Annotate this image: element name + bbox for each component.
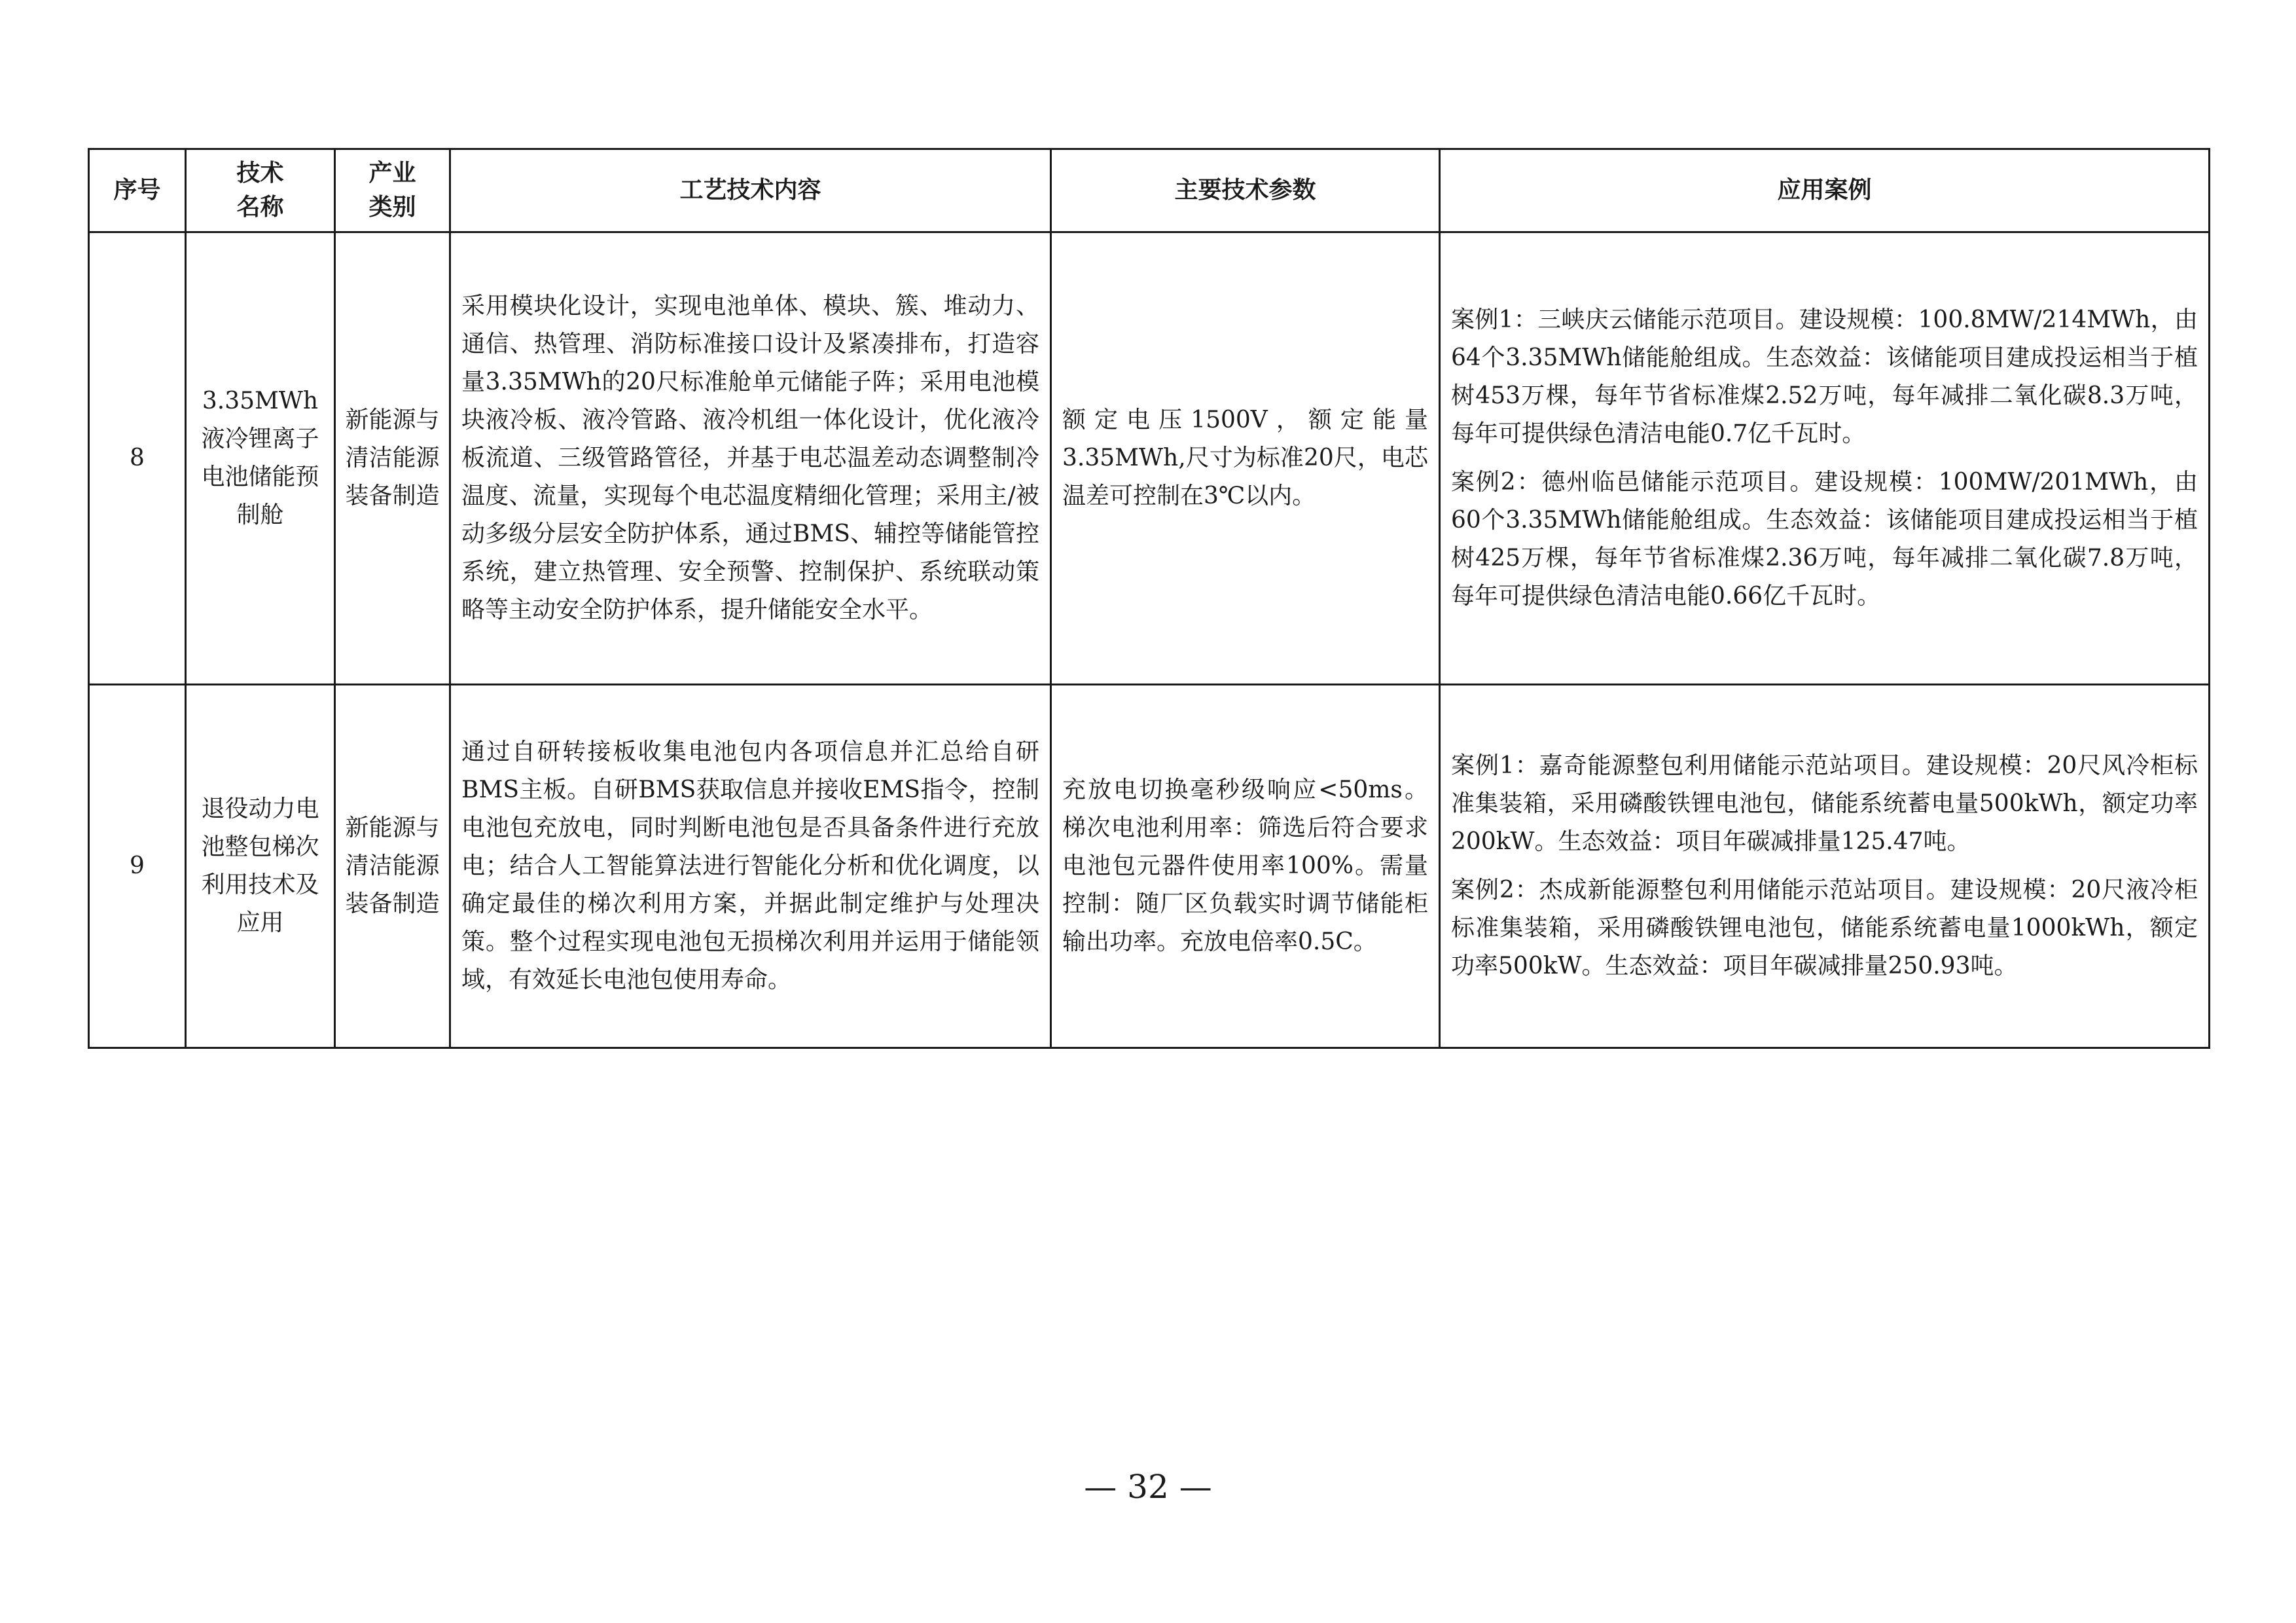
header-params: [1051, 149, 1440, 232]
table-header-row: [89, 149, 2210, 232]
header-category: [335, 149, 450, 232]
header-params-label: 主要技术参数: [1174, 177, 1316, 204]
industry-category: 新能源与清洁能源装备制造: [335, 685, 450, 1048]
process-content: 采用模块化设计，实现电池单体、模块、簇、堆动力、通信、热管理、消防标准接口设计及紧凑排布，打造容量3.35MWh的20尺标准舱单元储能子阵；采用电池模块液冷板、液冷管路、液冷机组一体化设计，优化液冷板流道、三级管路管径，并基于电芯温差动态调整制冷温度、流量，实现每个电芯温度精细化管理；采用主/被动多级分层安全防护体系，通过BMS、辅控等储能管控系统，建立热管理、安全预警、控制保护、系统联动策略等主动安全防护体系，提升储能安全水平。: [450, 232, 1051, 685]
header-category-line2: 类别: [368, 194, 416, 221]
table-row: [89, 685, 2210, 1048]
header-no: [89, 149, 186, 232]
application-cases: [1440, 685, 2210, 1048]
page-number: — 32 —: [1084, 1468, 1212, 1506]
case-2: 案例2：德州临邑储能示范项目。建设规模：100MW/201MWh，由60个3.35MWh储能舱组成。生态效益：该储能项目建成投运相当于植树425万棵，每年节省标准煤2.36万吨，每年减排二氧化碳7.8万吨，每年可提供绿色清洁电能0.66亿千瓦时。: [1451, 469, 2198, 610]
header-process-label: 工艺技术内容: [679, 177, 821, 204]
header-category-line1: 产业: [368, 160, 416, 187]
row-number: 8: [89, 232, 186, 685]
header-cases: [1440, 149, 2210, 232]
header-no-label: 序号: [113, 177, 161, 204]
industry-category: 新能源与清洁能源装备制造: [335, 232, 450, 685]
case-1: 案例1：嘉奇能源整包利用储能示范站项目。建设规模：20尺风冷柜标准集装箱，采用磷酸铁锂电池包，储能系统蓄电量500kWh，额定功率200kW。生态效益：项目年碳减排量125.47吨。: [1451, 752, 2198, 855]
process-content: 通过自研转接板收集电池包内各项信息并汇总给自研BMS主板。自研BMS获取信息并接收EMS指令，控制电池包充放电，同时判断电池包是否具备条件进行充放电；结合人工智能算法进行智能化分析和优化调度，以确定最佳的梯次利用方案，并据此制定维护与处理决策。整个过程实现电池包无损梯次利用并运用于储能领域，有效延长电池包使用寿命。: [450, 685, 1051, 1048]
header-name-line2: 名称: [236, 194, 284, 221]
technical-parameters: 充放电切换毫秒级响应<50ms。梯次电池利用率：筛选后符合要求电池包元器件使用率100%。需量控制：随厂区负载实时调节储能柜输出功率。充放电倍率0.5C。: [1051, 685, 1440, 1048]
header-name-line1: 技术: [236, 160, 284, 187]
technology-name: 退役动力电池整包梯次利用技术及应用: [186, 685, 335, 1048]
table-row: [89, 232, 2210, 685]
technical-parameters: 额定电压1500V，额定能量3.35MWh,尺寸为标准20尺，电芯温差可控制在3℃以内。: [1051, 232, 1440, 685]
row-number: 9: [89, 685, 186, 1048]
application-cases: [1440, 232, 2210, 685]
technology-name: 3.35MWh液冷锂离子电池储能预制舱: [186, 232, 335, 685]
header-name: [186, 149, 335, 232]
technology-table: [88, 148, 2210, 1049]
header-process: [450, 149, 1051, 232]
case-1: 案例1：三峡庆云储能示范项目。建设规模：100.8MW/214MWh，由64个3.35MWh储能舱组成。生态效益：该储能项目建成投运相当于植树453万棵，每年节省标准煤2.52万吨，每年减排二氧化碳8.3万吨，每年可提供绿色清洁电能0.7亿千瓦时。: [1451, 306, 2198, 447]
case-2: 案例2：杰成新能源整包利用储能示范站项目。建设规模：20尺液冷柜标准集装箱，采用磷酸铁锂电池包，储能系统蓄电量1000kWh，额定功率500kW。生态效益：项目年碳减排量250.93吨。: [1451, 877, 2198, 979]
header-cases-label: 应用案例: [1777, 177, 1872, 204]
